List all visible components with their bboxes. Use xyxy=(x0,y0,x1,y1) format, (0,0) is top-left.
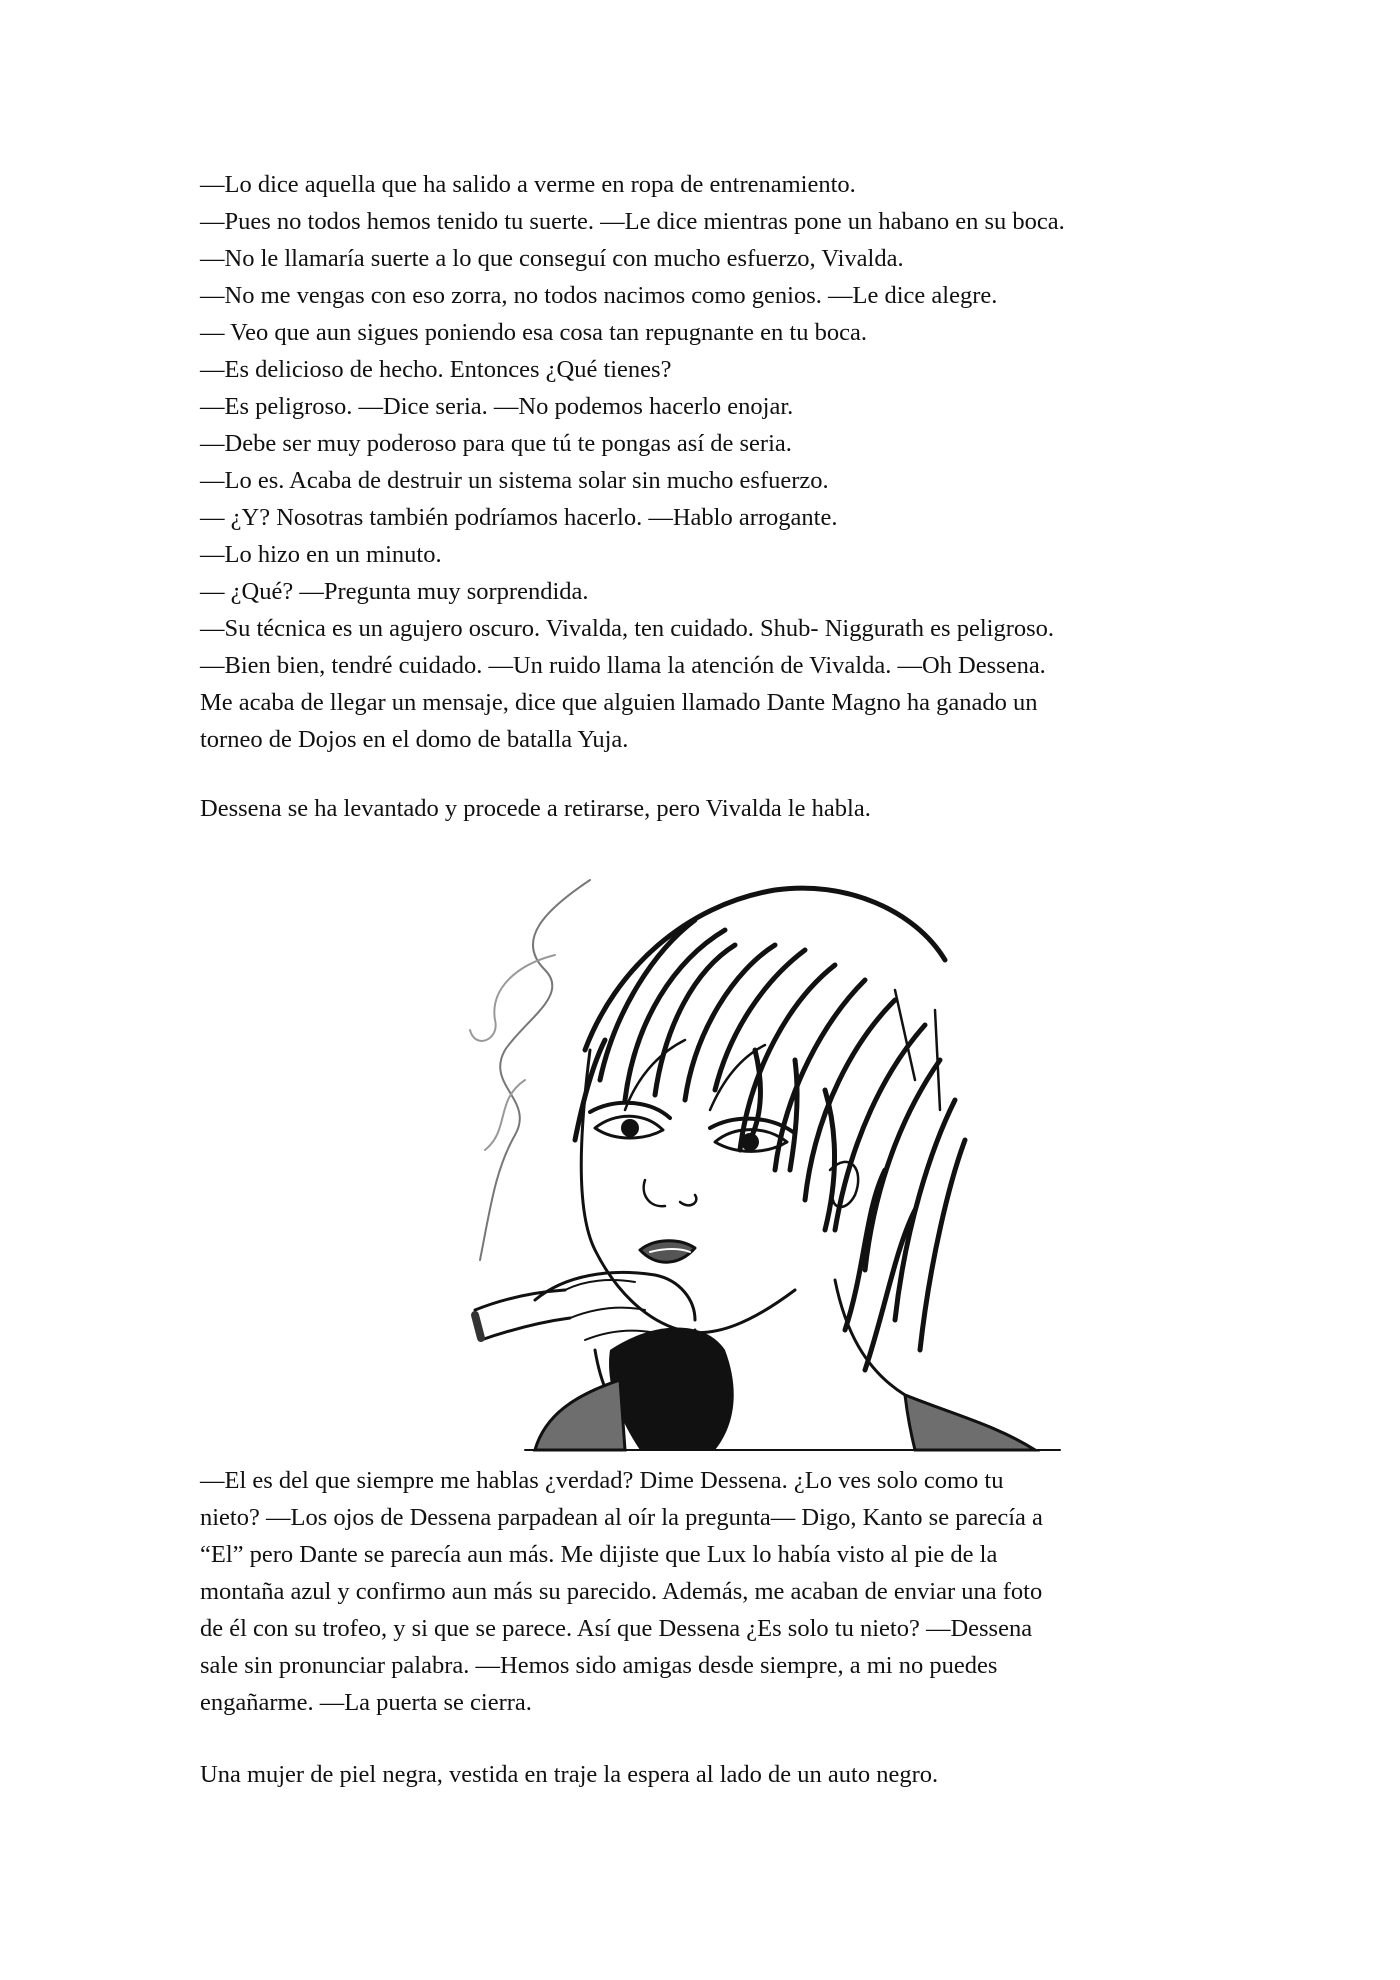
narration-paragraph-1 xyxy=(200,790,1220,827)
dialogue-section-2 xyxy=(200,1462,1220,1721)
dialogue-line: —Lo hizo en un minuto. xyxy=(200,541,442,568)
dialogue-line: —Lo es. Acaba de destruir un sistema solar sin mucho esfuerzo. xyxy=(200,467,829,494)
paragraph-line: engañarme. —La puerta se cierra. xyxy=(200,1689,532,1716)
paragraph-line: “El” pero Dante se parecía aun más. Me dijiste que Lux lo había visto al pie de la xyxy=(200,1541,998,1568)
illustration-svg xyxy=(395,850,1065,1455)
narration-paragraph-2 xyxy=(200,1756,1220,1793)
dialogue-line: — Veo que aun sigues poniendo esa cosa tan repugnante en tu boca. xyxy=(200,319,867,346)
dialogue-line: —Pues no todos hemos tenido tu suerte. —Le dice mientras pone un habano en su boca. xyxy=(200,208,1065,235)
woman-smoking-cigar-illustration xyxy=(395,850,1065,1455)
paragraph-line: —El es del que siempre me hablas ¿verdad? Dime Dessena. ¿Lo ves solo como tu xyxy=(200,1467,1004,1494)
dialogue-line: —Debe ser muy poderoso para que tú te pongas así de seria. xyxy=(200,430,792,457)
dialogue-line: Me acaba de llegar un mensaje, dice que alguien llamado Dante Magno ha ganado un xyxy=(200,689,1038,716)
narration-text: Una mujer de piel negra, vestida en traje la espera al lado de un auto negro. xyxy=(200,1761,939,1788)
paragraph-line: nieto? —Los ojos de Dessena parpadean al oír la pregunta— Digo, Kanto se parecía a xyxy=(200,1504,1043,1531)
dialogue-line: —Lo dice aquella que ha salido a verme en ropa de entrenamiento. xyxy=(200,171,856,198)
dialogue-line: —No me vengas con eso zorra, no todos nacimos como genios. —Le dice alegre. xyxy=(200,282,998,309)
dialogue-line: — ¿Qué? —Pregunta muy sorprendida. xyxy=(200,578,589,605)
narration-text: Dessena se ha levantado y procede a retirarse, pero Vivalda le habla. xyxy=(200,795,871,822)
dialogue-line: — ¿Y? Nosotras también podríamos hacerlo. —Hablo arrogante. xyxy=(200,504,838,531)
dialogue-line: —Es peligroso. —Dice seria. —No podemos hacerlo enojar. xyxy=(200,393,794,420)
dialogue-line: —Es delicioso de hecho. Entonces ¿Qué tienes? xyxy=(200,356,672,383)
dialogue-line: torneo de Dojos en el domo de batalla Yuja. xyxy=(200,726,629,753)
paragraph-line: de él con su trofeo, y si que se parece. Así que Dessena ¿Es solo tu nieto? —Dessena xyxy=(200,1615,1033,1642)
paragraph-line: sale sin pronunciar palabra. —Hemos sido amigas desde siempre, a mi no puedes xyxy=(200,1652,998,1679)
dialogue-line: —Su técnica es un agujero oscuro. Vivalda, ten cuidado. Shub- Niggurath es peligroso. xyxy=(200,615,1055,642)
dialogue-section-1 xyxy=(200,166,1220,758)
paragraph-line: montaña azul y confirmo aun más su parecido. Además, me acaban de enviar una foto xyxy=(200,1578,1043,1605)
dialogue-line: —No le llamaría suerte a lo que conseguí con mucho esfuerzo, Vivalda. xyxy=(200,245,904,272)
dialogue-line: —Bien bien, tendré cuidado. —Un ruido llama la atención de Vivalda. —Oh Dessena. xyxy=(200,652,1046,679)
